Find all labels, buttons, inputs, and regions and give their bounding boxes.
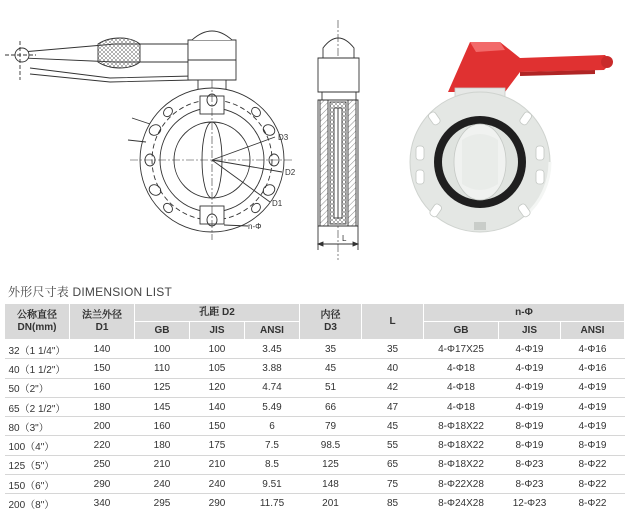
cell-dn: 150（6"） [5, 475, 70, 494]
cell-d2-gb: 210 [135, 455, 190, 474]
header-n-jis: JIS [499, 322, 561, 340]
header-d1-en: D1 [95, 321, 109, 333]
cell-d2-gb: 125 [135, 378, 190, 397]
cell-d3: 51 [300, 378, 362, 397]
cell-n-gb: 4-Φ18 [424, 378, 499, 397]
cell-d3: 201 [300, 494, 362, 513]
cell-d1: 340 [70, 494, 135, 513]
cell-l: 85 [362, 494, 424, 513]
header-nphi: n-Φ [424, 304, 625, 322]
cell-n-jis: 12-Φ23 [499, 494, 561, 513]
header-l: L [362, 304, 424, 340]
header-d1 [70, 304, 135, 340]
cell-d2-jis: 105 [190, 359, 245, 378]
cell-n-jis: 8-Φ19 [499, 417, 561, 436]
cell-d2-ansi: 7.5 [245, 436, 300, 455]
cell-dn: 100（4"） [5, 436, 70, 455]
cell-d1: 150 [70, 359, 135, 378]
cell-d2-jis: 100 [208, 343, 226, 355]
cell-n-ansi: 8-Φ22 [561, 475, 625, 494]
cell-d3: 66 [300, 397, 362, 416]
cell-l: 45 [362, 417, 424, 436]
drawing-label-d2: D2 [285, 168, 296, 177]
cell-d2-jis: 175 [190, 436, 245, 455]
header-d2-gb: GB [135, 322, 190, 340]
cell-d1: 290 [70, 475, 135, 494]
table-row [5, 359, 625, 378]
drawing-label-d1: D1 [272, 199, 283, 208]
front-view-drawing [5, 31, 294, 240]
cell-n-gb: 8-Φ18X22 [424, 455, 499, 474]
cell-d2-gb: 180 [135, 436, 190, 455]
cell-d2-jis: 120 [190, 378, 245, 397]
cell-l: 75 [362, 475, 424, 494]
cell-d1: 160 [70, 378, 135, 397]
cell-l: 47 [362, 397, 424, 416]
cell-d2-ansi: 3.88 [245, 359, 300, 378]
cell-n-jis: 8-Φ23 [499, 455, 561, 474]
cell-n-ansi: 4-Φ16 [578, 343, 607, 355]
cell-n-jis: 4-Φ19 [499, 378, 561, 397]
table-row [5, 417, 625, 436]
drawing-label-l: L [342, 234, 347, 243]
cell-n-gb: 8-Φ24X28 [424, 494, 499, 513]
cell-d3: 79 [300, 417, 362, 436]
cell-d2-gb: 240 [135, 475, 190, 494]
dimension-table [4, 303, 625, 513]
cell-n-gb: 4-Φ18 [424, 397, 499, 416]
cell-d1: 250 [70, 455, 135, 474]
cell-d2-gb: 295 [135, 494, 190, 513]
cell-d1: 140 [93, 343, 111, 355]
cell-n-ansi: 8-Φ22 [561, 455, 625, 474]
cell-d1: 180 [70, 397, 135, 416]
cell-n-jis: 8-Φ23 [499, 475, 561, 494]
header-d2: 孔距 D2 [135, 304, 300, 322]
cell-l: 35 [386, 343, 399, 355]
cell-n-ansi: 4-Φ19 [561, 397, 625, 416]
cell-n-ansi: 8-Φ22 [561, 494, 625, 513]
cell-d2-ansi: 3.45 [262, 343, 282, 355]
cell-n-gb: 8-Φ18X22 [424, 417, 499, 436]
table-row [5, 340, 625, 359]
table-row [5, 455, 625, 474]
header-dn-en: DN(mm) [17, 321, 57, 333]
table-row [5, 378, 625, 397]
cell-n-ansi: 4-Φ16 [561, 359, 625, 378]
header-d2-jis: JIS [190, 322, 245, 340]
cell-d2-ansi: 5.49 [245, 397, 300, 416]
cell-d1: 200 [70, 417, 135, 436]
cell-d2-gb: 110 [135, 359, 190, 378]
cell-d2-jis: 140 [190, 397, 245, 416]
header-d3-cn: 内径 [320, 310, 341, 321]
cell-dn: 125（5"） [5, 455, 70, 474]
header-n-ansi: ANSI [561, 322, 625, 340]
cell-d2-jis: 240 [190, 475, 245, 494]
cell-l: 65 [362, 455, 424, 474]
cell-n-ansi: 4-Φ19 [561, 417, 625, 436]
cell-n-gb: 8-Φ18X22 [424, 436, 499, 455]
cell-dn: 200（8"） [5, 494, 70, 513]
header-d3 [300, 304, 362, 340]
cell-d1: 220 [70, 436, 135, 455]
cell-d2-jis: 290 [190, 494, 245, 513]
cell-d2-ansi: 11.75 [245, 494, 300, 513]
cell-dn: 32（1 1/4"） [8, 345, 66, 357]
drawing-label-nphi: n-Φ [248, 222, 262, 231]
header-dn [5, 304, 70, 340]
header-d3-en: D3 [324, 321, 337, 333]
cell-d3: 98.5 [300, 436, 362, 455]
cell-dn: 65（2 1/2"） [5, 397, 70, 416]
cell-n-jis: 4-Φ19 [499, 397, 561, 416]
cell-d3: 148 [300, 475, 362, 494]
side-section-drawing [318, 20, 359, 260]
cell-n-ansi: 4-Φ19 [561, 378, 625, 397]
cell-dn: 50（2"） [5, 378, 70, 397]
cell-n-jis: 4-Φ19 [515, 343, 544, 355]
cell-n-jis: 8-Φ19 [499, 436, 561, 455]
table-row [5, 397, 625, 416]
cell-dn: 40（1 1/2"） [5, 359, 70, 378]
table-row [5, 475, 625, 494]
header-d2-ansi: ANSI [245, 322, 300, 340]
drawing-label-d3: D3 [278, 133, 289, 142]
cell-d2-gb: 160 [135, 417, 190, 436]
header-dn-cn: 公称直径 [17, 310, 57, 321]
cell-d2-gb: 145 [135, 397, 190, 416]
cell-d3: 125 [300, 455, 362, 474]
cell-l: 40 [362, 359, 424, 378]
cell-d2-ansi: 9.51 [245, 475, 300, 494]
cell-n-gb: 4-Φ17X25 [438, 343, 484, 355]
cell-n-gb: 8-Φ22X28 [424, 475, 499, 494]
butterfly-valve-product-image [410, 42, 613, 232]
cell-dn: 80（3"） [5, 417, 70, 436]
cell-d3: 45 [300, 359, 362, 378]
cell-d2-jis: 210 [190, 455, 245, 474]
cell-n-gb: 4-Φ18 [424, 359, 499, 378]
cell-d2-jis: 150 [190, 417, 245, 436]
cell-n-jis: 4-Φ19 [499, 359, 561, 378]
cell-d2-gb: 100 [153, 343, 171, 355]
cell-d2-ansi: 6 [245, 417, 300, 436]
cell-n-ansi: 8-Φ19 [561, 436, 625, 455]
cell-d2-ansi: 8.5 [245, 455, 300, 474]
cell-l: 42 [362, 378, 424, 397]
header-d1-cn: 法兰外径 [82, 310, 122, 321]
table-header-row [5, 304, 625, 322]
cell-l: 55 [362, 436, 424, 455]
header-n-gb: GB [424, 322, 499, 340]
cell-d3: 35 [324, 343, 337, 355]
cell-d2-ansi: 4.74 [245, 378, 300, 397]
dimension-list-heading: 外形尺寸表 DIMENSION LIST [8, 285, 173, 299]
table-row [5, 436, 625, 455]
